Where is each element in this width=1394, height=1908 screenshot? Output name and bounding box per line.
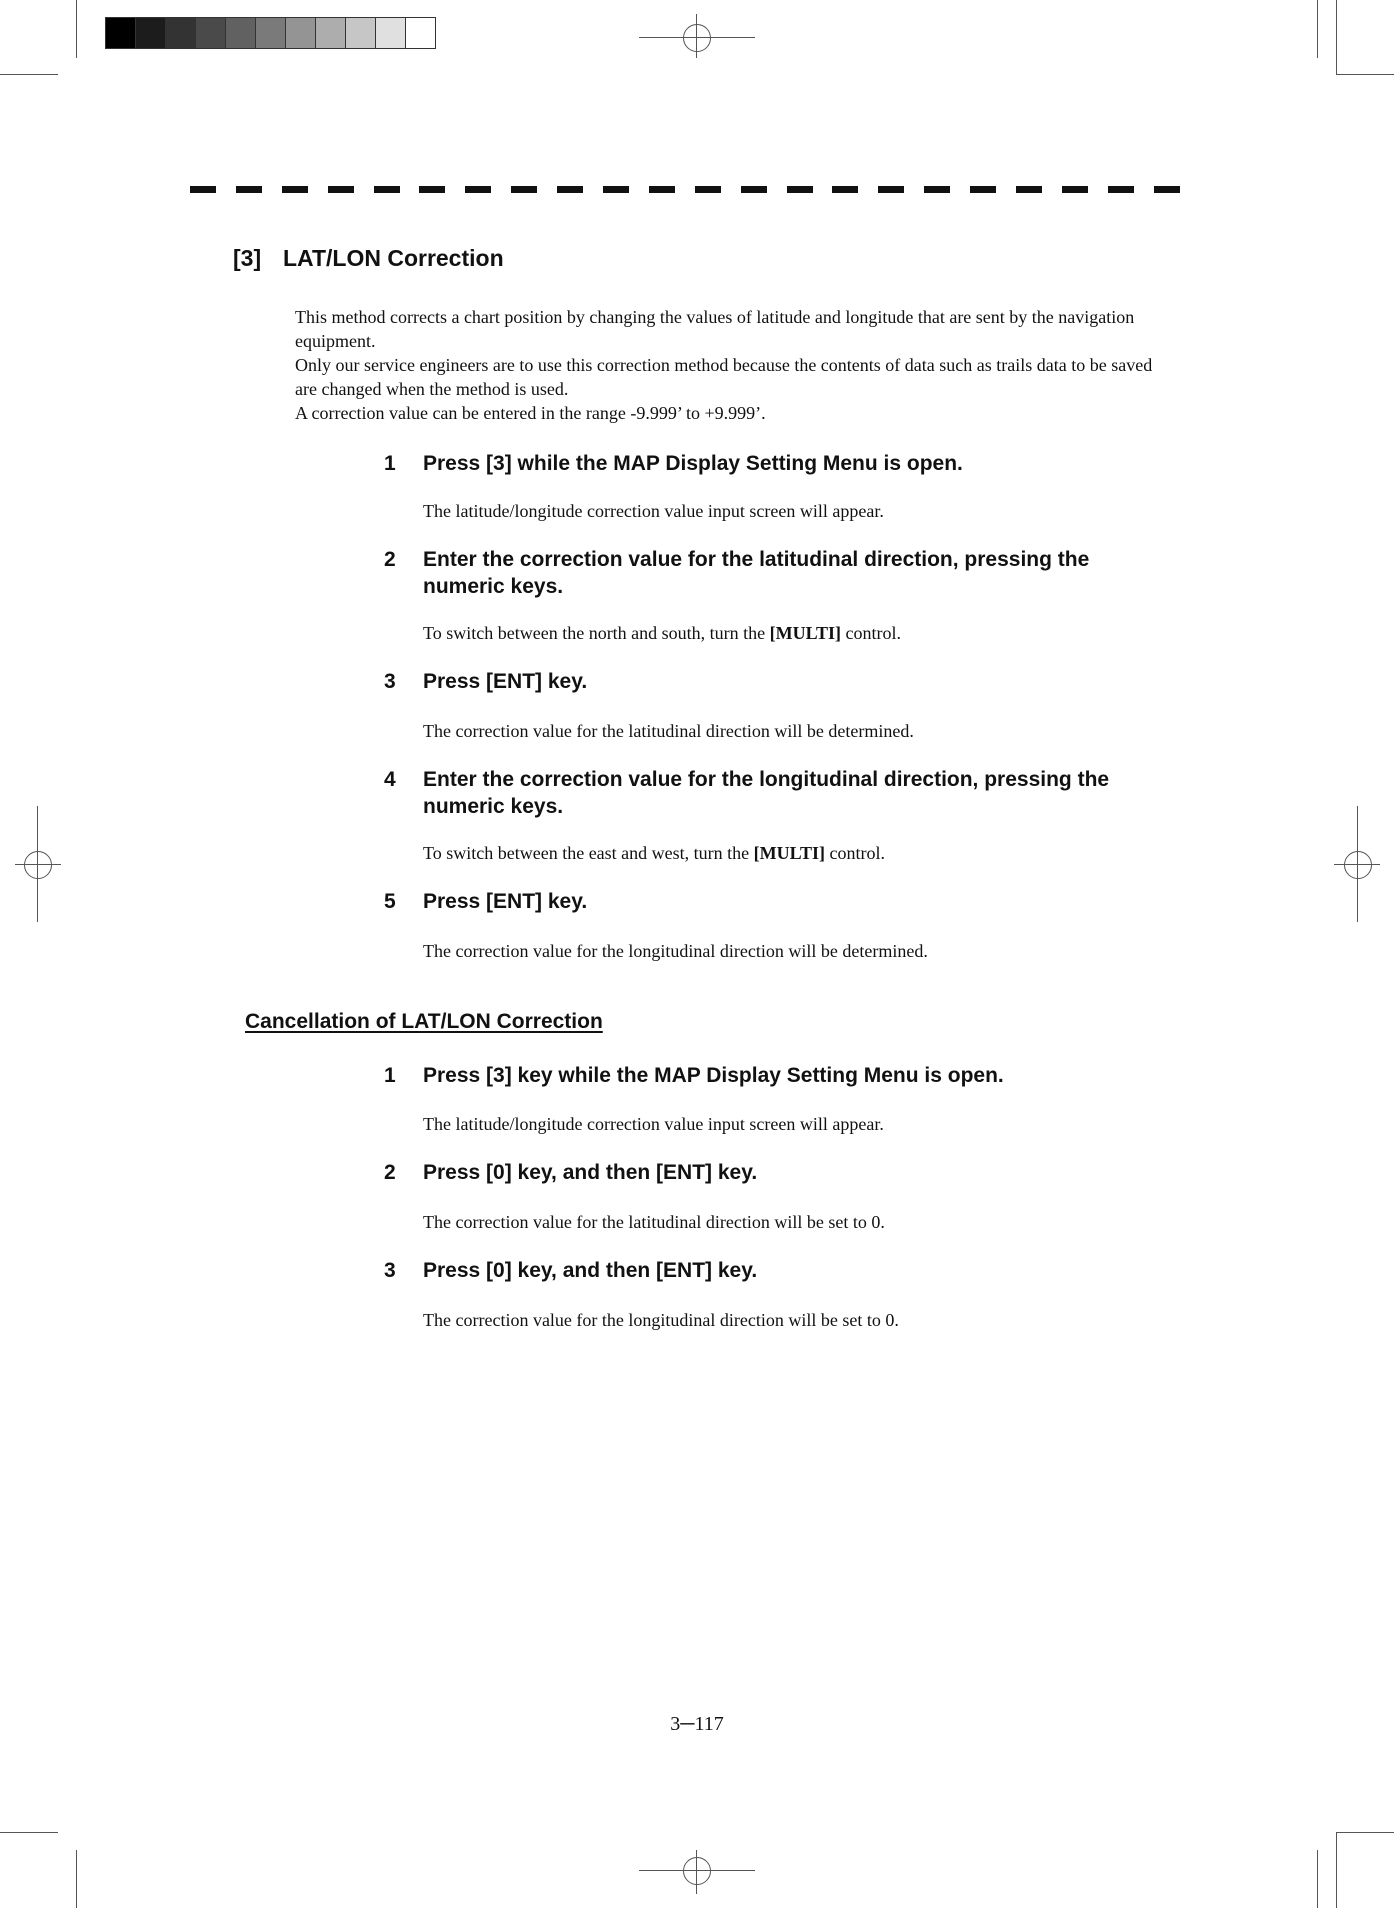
- step-title: Press [3] while the MAP Display Setting Menu is open.: [423, 452, 963, 475]
- step-title: Press [ENT] key.: [423, 670, 588, 693]
- gray-swatch: [286, 18, 316, 48]
- step-title: Press [3] key while the MAP Display Setting Menu is open.: [423, 1064, 1004, 1087]
- intro-paragraph: [295, 305, 1175, 425]
- step-number: 2: [384, 548, 396, 571]
- step-number: 1: [384, 1064, 396, 1087]
- gray-swatch: [406, 18, 435, 48]
- intro-line: A correction value can be entered in the range -9.999’ to +9.999’.: [295, 403, 766, 423]
- step-number: 4: [384, 768, 396, 791]
- step-5: [384, 888, 1174, 915]
- gray-swatch: [106, 18, 136, 48]
- gray-swatch: [196, 18, 226, 48]
- step-title: Press [0] key, and then [ENT] key.: [423, 1259, 758, 1282]
- gray-scale-bar: [105, 17, 436, 49]
- cancel-step-1: [384, 1062, 1174, 1089]
- intro-line: Only our service engineers are to use this correction method because the contents of data such as trails data to be saved are changed when the method is used.: [295, 355, 1153, 399]
- step-description: To switch between the east and west, turn the [MULTI] control.: [423, 843, 885, 863]
- step-description: The correction value for the latitudinal direction will be determined.: [423, 721, 914, 741]
- cancel-step-2: [384, 1159, 1174, 1186]
- step-number: 1: [384, 452, 396, 475]
- step-title: Press [ENT] key.: [423, 890, 588, 913]
- step-number: 2: [384, 1161, 396, 1184]
- section-number: [3]: [233, 245, 262, 271]
- step-1: [384, 450, 1174, 477]
- step-title: Enter the correction value for the longitudinal direction, pressing the numeric keys.: [423, 768, 1110, 818]
- dashed-divider: [190, 186, 1180, 193]
- page-number: 3─117: [670, 1713, 724, 1735]
- gray-swatch: [226, 18, 256, 48]
- gray-swatch: [256, 18, 286, 48]
- step-description: The latitude/longitude correction value input screen will appear.: [423, 501, 884, 521]
- step-3: [384, 668, 1174, 695]
- step-number: 3: [384, 670, 396, 693]
- step-2: [384, 546, 1174, 600]
- step-description: To switch between the north and south, turn the [MULTI] control.: [423, 623, 902, 643]
- step-description: The correction value for the latitudinal direction will be set to 0.: [423, 1212, 885, 1232]
- cancellation-heading: Cancellation of LAT/LON Correction: [245, 1010, 603, 1033]
- multi-control-key: [MULTI]: [769, 623, 842, 643]
- gray-swatch: [316, 18, 346, 48]
- cancel-step-3: [384, 1257, 1174, 1284]
- step-4: [384, 766, 1174, 820]
- step-title: Press [0] key, and then [ENT] key.: [423, 1161, 758, 1184]
- intro-line: This method corrects a chart position by changing the values of latitude and longitude that are sent by the navigation equipment.: [295, 307, 1135, 351]
- step-description: The correction value for the longitudinal direction will be set to 0.: [423, 1310, 899, 1330]
- step-description: The correction value for the longitudinal direction will be determined.: [423, 941, 928, 961]
- section-title-text: LAT/LON Correction: [283, 245, 504, 271]
- step-number: 3: [384, 1259, 396, 1282]
- gray-swatch: [376, 18, 406, 48]
- section-title: [233, 245, 504, 272]
- step-title: Enter the correction value for the latitudinal direction, pressing the numeric keys.: [423, 548, 1090, 598]
- gray-swatch: [166, 18, 196, 48]
- gray-swatch: [346, 18, 376, 48]
- multi-control-key: [MULTI]: [753, 843, 825, 863]
- step-description: The latitude/longitude correction value input screen will appear.: [423, 1114, 884, 1134]
- gray-swatch: [136, 18, 166, 48]
- step-number: 5: [384, 890, 396, 913]
